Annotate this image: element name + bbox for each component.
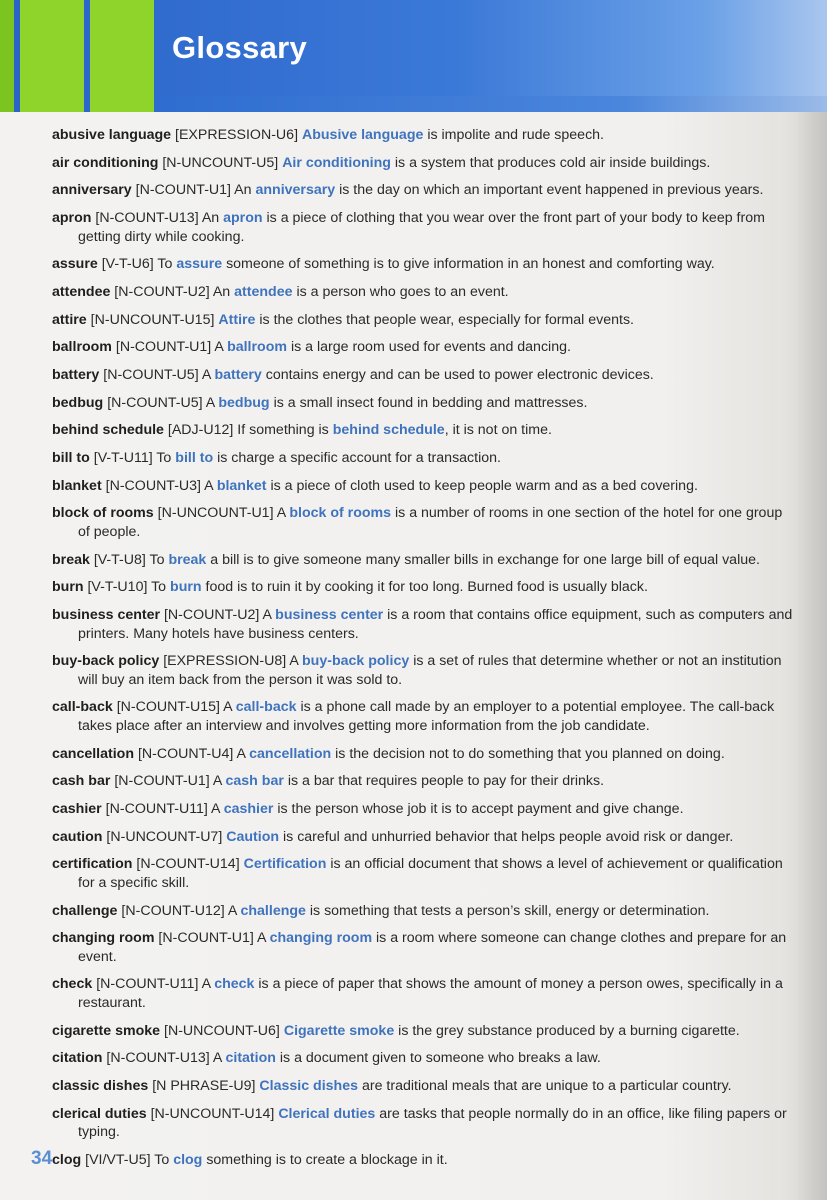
definition-lead: A (236, 745, 246, 762)
headword: classic dishes (52, 1077, 149, 1094)
definition-text: are traditional meals that are unique to a particular country. (361, 1077, 732, 1094)
definition-text: is careful and unhurried behavior that helps people avoid risk or danger. (283, 828, 734, 845)
glossary-entry (52, 338, 797, 357)
definition-text: is an official document that shows a level of achievement or qualification for a specific skill. (78, 856, 783, 891)
headword: clog (52, 1151, 82, 1168)
glossary-entry (52, 209, 797, 246)
definition-lead: To (151, 579, 167, 596)
definition-text: is a set of rules that determine whether or not an institution will buy an item back from the person it was sold to. (78, 653, 782, 688)
headword: clerical duties (52, 1105, 147, 1122)
definition-text: is the clothes that people wear, especially for formal events. (259, 311, 634, 328)
definition-lead: A (289, 653, 299, 670)
green-bar-decoration (90, 0, 154, 112)
glossary-entry (52, 929, 797, 966)
part-of-speech-tag: [EXPRESSION-U8] (163, 653, 287, 670)
glossary-entry (52, 606, 797, 643)
definition-text: contains energy and can be used to power electronic devices. (265, 367, 654, 383)
headword: cancellation (52, 745, 135, 762)
definition-text: is a bar that requires people to pay for their drinks. (287, 773, 605, 790)
part-of-speech-tag: [V-T-U10] (87, 579, 148, 596)
definition-text: is the grey substance produced by a burning cigarette. (398, 1022, 740, 1039)
glossary-entry (52, 1077, 797, 1096)
part-of-speech-tag: [ADJ-U12] (167, 422, 234, 439)
glossary-entry (52, 477, 797, 496)
headword: attire (52, 311, 87, 328)
highlighted-term: Certification (243, 856, 327, 873)
definition-lead: An (201, 210, 220, 227)
highlighted-term: cashier (223, 800, 274, 817)
highlighted-term: Air conditioning (282, 154, 391, 171)
definition-lead: A (256, 930, 266, 947)
highlighted-term: citation (225, 1050, 276, 1067)
definition-text: food is to ruin it by cooking it for too long. Burned food is usually black. (205, 579, 648, 596)
glossary-entry (52, 698, 797, 735)
headword: call-back (52, 699, 113, 716)
definition-text: is a document given to someone who breaks a law. (279, 1050, 601, 1067)
definition-text: is a piece of clothing that you wear over the front part of your body to keep from getting dirty while cooking. (78, 210, 765, 245)
glossary-entry (52, 652, 797, 689)
definition-text: a bill is to give someone many smaller bills in exchange for one large bill of equal value. (210, 551, 760, 568)
highlighted-term: burn (170, 579, 202, 596)
headword: buy-back policy (52, 653, 160, 670)
glossary-entry (52, 421, 797, 440)
headword: blanket (52, 477, 102, 494)
part-of-speech-tag: [N-COUNT-U1] (158, 930, 254, 947)
headword: attendee (52, 283, 111, 300)
highlighted-term: bedbug (218, 394, 270, 411)
headword: changing room (52, 930, 155, 947)
part-of-speech-tag: [N-COUNT-U11] (96, 976, 199, 993)
part-of-speech-tag: [N-COUNT-U4] (137, 745, 234, 762)
glossary-entry (52, 366, 797, 385)
definition-text: is a room where someone can change clothes and prepare for an event. (78, 930, 787, 965)
highlighted-term: ballroom (227, 339, 287, 356)
glossary-entry (52, 394, 797, 413)
header-stripe (150, 96, 827, 112)
part-of-speech-tag: [N PHRASE-U9] (152, 1077, 256, 1094)
definition-text: is something that tests a person’s skill, energy or determination. (309, 902, 710, 919)
page-edge-shadow (797, 112, 827, 1200)
headword: check (52, 976, 93, 993)
definition-text: is the day on which an important event happened in previous years. (339, 182, 764, 199)
glossary-entry (52, 449, 797, 468)
part-of-speech-tag: [N-COUNT-U13] (95, 210, 199, 227)
headword: anniversary (52, 182, 132, 199)
headword: behind schedule (52, 422, 164, 439)
glossary-entry (52, 1022, 797, 1041)
definition-text: is a person who goes to an event. (296, 283, 509, 300)
definition-text: is a small insect found in bedding and mattresses. (273, 394, 588, 411)
definition-lead: A (262, 607, 272, 623)
definition-text: is a room that contains office equipment, such as computers and printers. Many hotels have business centers. (78, 607, 793, 642)
glossary-entry (52, 255, 797, 274)
glossary-entry (52, 855, 797, 892)
part-of-speech-tag: [N-COUNT-U5] (107, 394, 203, 411)
headword: abusive language (52, 127, 172, 143)
definition-text: is a piece of paper that shows the amount of money a person owes, specifically in a restaurant. (78, 976, 783, 1011)
headword: air conditioning (52, 154, 159, 171)
highlighted-term: Clerical duties (278, 1105, 376, 1122)
definition-text: is the decision not to do something that you planned on doing. (335, 745, 725, 762)
part-of-speech-tag: [N-COUNT-U2] (114, 283, 210, 300)
highlighted-term: call-back (235, 699, 297, 716)
definition-lead: A (214, 339, 224, 356)
highlighted-term: blanket (216, 477, 267, 494)
highlighted-term: behind schedule (332, 422, 445, 439)
part-of-speech-tag: [N-COUNT-U11] (105, 800, 208, 817)
part-of-speech-tag: [V-T-U8] (93, 551, 146, 568)
definition-text: is charge a specific account for a transaction. (217, 450, 501, 467)
glossary-entry (52, 504, 797, 541)
glossary-entry (52, 745, 797, 764)
definition-text: is a large room used for events and dancing. (290, 339, 571, 356)
part-of-speech-tag: [V-T-U11] (93, 450, 153, 467)
glossary-entry (52, 772, 797, 791)
highlighted-term: Cigarette smoke (283, 1022, 395, 1039)
definition-lead: A (212, 1050, 222, 1067)
definition-lead: To (156, 450, 172, 467)
definition-text: is a number of rooms in one section of the hotel for one group of people. (78, 505, 783, 540)
definition-text: is a phone call made by an employer to a potential employee. The call-back takes place after an interview and involves getting more information from the job candidate. (78, 699, 775, 734)
headword: burn (52, 579, 84, 596)
highlighted-term: anniversary (255, 182, 336, 199)
part-of-speech-tag: [N-UNCOUNT-U7] (106, 828, 223, 845)
definition-lead: A (212, 773, 222, 790)
headword: challenge (52, 902, 118, 919)
headword: bill to (52, 450, 90, 467)
highlighted-term: break (168, 551, 207, 568)
glossary-entry (52, 828, 797, 847)
glossary-entry (52, 578, 797, 597)
definition-text: is a piece of cloth used to keep people warm and as a bed covering. (270, 477, 698, 494)
part-of-speech-tag: [N-UNCOUNT-U5] (162, 154, 279, 171)
part-of-speech-tag: [N-UNCOUNT-U1] (157, 505, 274, 522)
glossary-entry (52, 551, 797, 570)
highlighted-term: clog (173, 1151, 203, 1168)
definition-lead: If something is (237, 422, 329, 439)
headword: break (52, 551, 90, 568)
highlighted-term: Caution (226, 828, 280, 845)
highlighted-term: cash bar (225, 773, 284, 790)
definition-text: is impolite and rude speech. (427, 127, 605, 143)
highlighted-term: attendee (234, 283, 293, 300)
headword: cash bar (52, 773, 111, 790)
headword: bedbug (52, 394, 104, 411)
highlighted-term: Attire (218, 311, 256, 328)
highlighted-term: block of rooms (289, 505, 392, 522)
definition-lead: An (234, 182, 252, 199)
part-of-speech-tag: [N-UNCOUNT-U15] (90, 311, 215, 328)
part-of-speech-tag: [N-COUNT-U1] (114, 773, 210, 790)
definition-text: is the person whose job it is to accept payment and give change. (277, 800, 684, 817)
definition-lead: An (212, 283, 231, 300)
headword: block of rooms (52, 505, 154, 522)
glossary-entry (52, 311, 797, 330)
glossary-entry (52, 126, 797, 145)
definition-lead: A (227, 902, 237, 919)
highlighted-term: cancellation (249, 745, 332, 762)
glossary-entry (52, 283, 797, 302)
part-of-speech-tag: [N-COUNT-U2] (163, 607, 260, 623)
glossary-entry (52, 902, 797, 921)
highlighted-term: assure (176, 256, 223, 273)
headword: cigarette smoke (52, 1022, 161, 1039)
part-of-speech-tag: [V-T-U6] (101, 256, 154, 273)
highlighted-term: check (214, 976, 255, 993)
glossary-entry-list (52, 126, 797, 1179)
headword: citation (52, 1050, 103, 1067)
glossary-entry (52, 800, 797, 819)
definition-text: is a system that produces cold air inside buildings. (394, 154, 711, 171)
headword: cashier (52, 800, 102, 817)
part-of-speech-tag: [N-COUNT-U1] (135, 182, 231, 199)
glossary-entry (52, 975, 797, 1012)
definition-lead: A (205, 394, 215, 411)
part-of-speech-tag: [N-COUNT-U14] (136, 856, 240, 873)
highlighted-term: buy-back policy (302, 653, 410, 670)
definition-text: someone of something is to give information in an honest and comforting way. (226, 256, 715, 273)
glossary-entry (52, 1151, 797, 1170)
glossary-entry (52, 1049, 797, 1068)
definition-lead: A (204, 477, 213, 494)
part-of-speech-tag: [N-COUNT-U12] (121, 902, 225, 919)
definition-text: are tasks that people normally do in an office, like filing papers or typing. (78, 1105, 787, 1141)
highlighted-term: apron (223, 210, 263, 227)
highlighted-term: business center (275, 607, 384, 623)
part-of-speech-tag: [N-COUNT-U15] (116, 699, 220, 716)
headword: ballroom (52, 339, 112, 356)
part-of-speech-tag: [N-COUNT-U13] (106, 1050, 210, 1067)
highlighted-term: bill to (175, 450, 214, 467)
green-bar-decoration (20, 0, 84, 112)
definition-text: , it is not on time. (444, 422, 552, 439)
highlighted-term: challenge (240, 902, 306, 919)
definition-lead: A (201, 367, 211, 383)
glossary-entry (52, 1105, 797, 1142)
definition-lead: To (157, 256, 173, 273)
part-of-speech-tag: [N-UNCOUNT-U6] (164, 1022, 280, 1039)
highlighted-term: Abusive language (301, 127, 424, 143)
headword: assure (52, 256, 98, 273)
part-of-speech-tag: [VI/VT-U5] (85, 1151, 151, 1168)
headword: apron (52, 210, 92, 227)
headword: battery (52, 367, 100, 383)
headword: business center (52, 607, 161, 623)
part-of-speech-tag: [N-COUNT-U1] (115, 339, 212, 356)
part-of-speech-tag: [EXPRESSION-U6] (175, 127, 299, 143)
highlighted-term: battery (214, 367, 262, 383)
definition-lead: To (154, 1151, 170, 1168)
definition-text: something is to create a blockage in it. (206, 1151, 448, 1168)
glossary-entry (52, 154, 797, 173)
part-of-speech-tag: [N-COUNT-U5] (103, 367, 199, 383)
definition-lead: A (211, 800, 220, 817)
highlighted-term: Classic dishes (259, 1077, 359, 1094)
green-bar-decoration (0, 0, 14, 112)
headword: certification (52, 856, 133, 873)
definition-lead: A (223, 699, 232, 716)
definition-lead: A (276, 505, 286, 522)
definition-lead: To (149, 551, 165, 568)
page-title: Glossary (172, 30, 308, 65)
glossary-entry (52, 181, 797, 200)
page-number: 34 (31, 1148, 53, 1169)
highlighted-term: changing room (269, 930, 373, 947)
headword: caution (52, 828, 103, 845)
part-of-speech-tag: [N-UNCOUNT-U14] (150, 1105, 275, 1122)
part-of-speech-tag: [N-COUNT-U3] (105, 477, 201, 494)
definition-lead: A (201, 976, 211, 993)
